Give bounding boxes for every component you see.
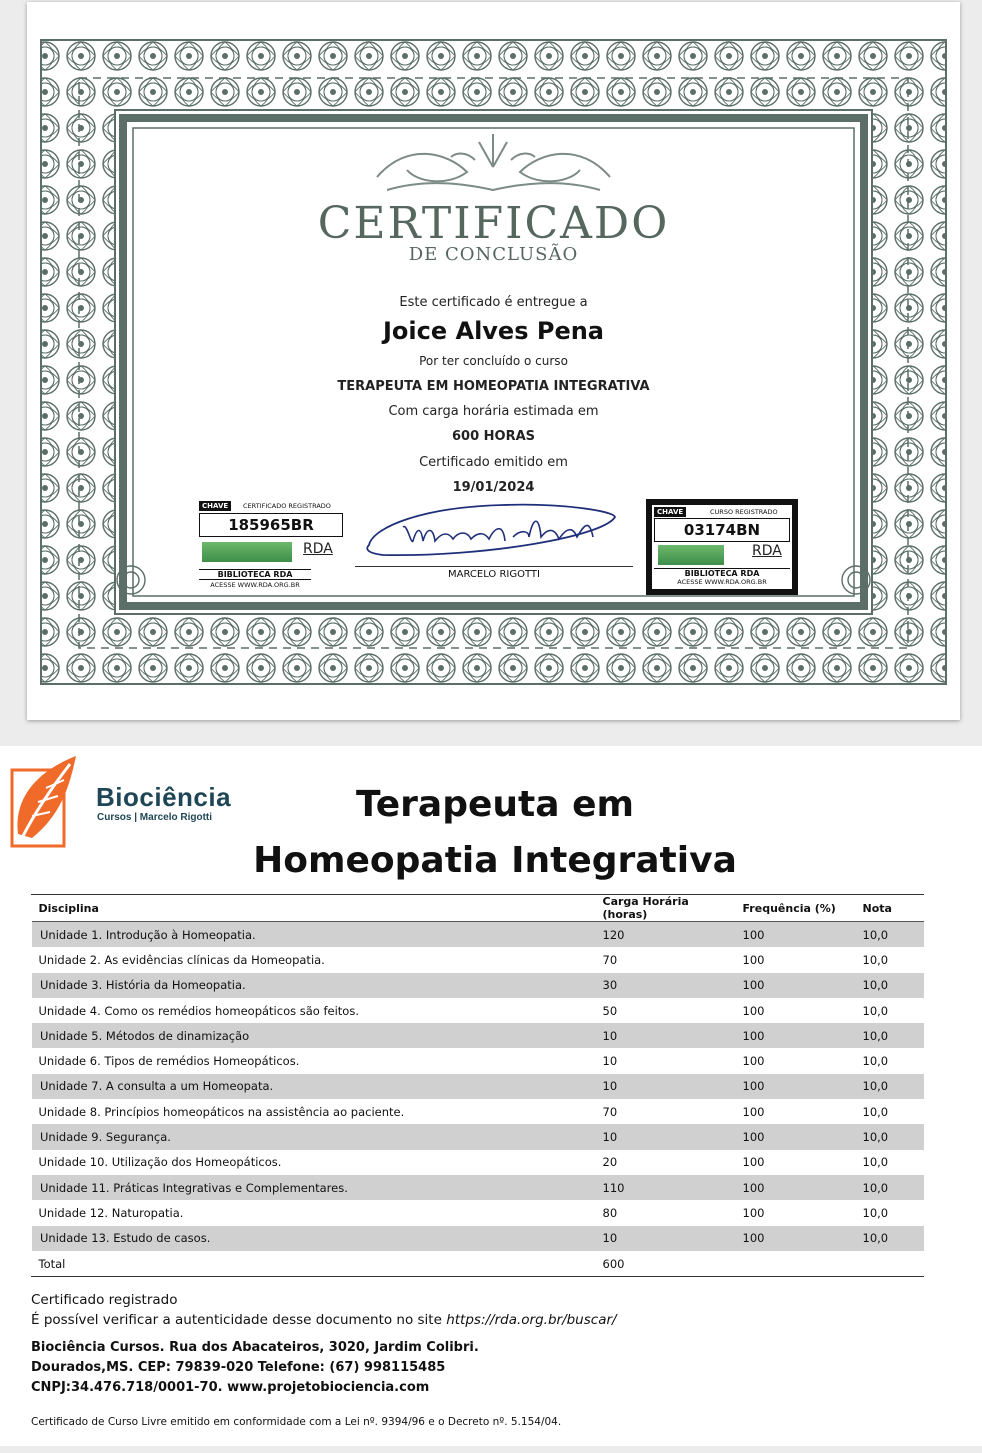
registered-note: Certificado registrado <box>31 1292 178 1308</box>
course-name: TERAPEUTA EM HOMEOPATIA INTEGRATIVA <box>337 379 650 394</box>
load-intro: Com carga horária estimada em <box>388 404 599 419</box>
cell-frequency: 100 <box>735 1175 855 1200</box>
cell-frequency: 100 <box>735 922 855 948</box>
header-load: Carga Horária (horas) <box>595 895 735 922</box>
table-row <box>31 922 925 948</box>
seal-green-stripe <box>658 545 724 565</box>
table-row <box>31 1175 925 1200</box>
header-discipline: Disciplina <box>31 895 595 922</box>
cell-frequency: 100 <box>742 1003 765 1018</box>
cell-grade: 10,0 <box>862 1104 889 1119</box>
header-frequency: Frequência (%) <box>735 895 855 922</box>
header-grade: Nota <box>855 895 925 922</box>
total-row <box>31 1251 925 1277</box>
seal-library-name: BIBLIOTECA RDA <box>654 568 790 578</box>
cell-load: 50 <box>602 1003 618 1018</box>
brand-name: Biociência <box>96 782 232 812</box>
cell-load: 10 <box>595 1023 735 1048</box>
cell-frequency: 100 <box>735 1023 855 1048</box>
cell-frequency: 100 <box>742 1205 765 1220</box>
seal-site: ACESSE WWW.RDA.ORG.BR <box>677 578 767 586</box>
table-row <box>31 1023 925 1048</box>
orange-leaf-icon <box>10 754 80 850</box>
cell-grade: 10,0 <box>855 973 925 998</box>
course-hours: 600 HORAS <box>451 429 536 444</box>
total-label: Total <box>31 1251 595 1277</box>
seal-library-name: BIBLIOTECA RDA <box>199 569 311 580</box>
cell-frequency: 100 <box>735 1074 855 1099</box>
cell-load: 70 <box>602 952 618 967</box>
seal-site: ACESSE WWW.RDA.ORG.BR <box>210 581 300 589</box>
cell-frequency: 100 <box>742 1155 765 1170</box>
table-row <box>31 1226 925 1251</box>
cell-grade: 10,0 <box>862 952 889 967</box>
cell-frequency: 100 <box>742 1054 765 1069</box>
signature-line <box>355 566 633 567</box>
certificate-page <box>27 2 960 720</box>
verify-note <box>31 1312 617 1328</box>
seal-green-stripe <box>202 542 292 562</box>
cell-discipline: Unidade 4. Como os remédios homeopáticos são feitos. <box>38 1003 359 1018</box>
cell-grade: 10,0 <box>862 1205 889 1220</box>
cell-grade: 10,0 <box>862 1054 889 1069</box>
seal-chave-label: CHAVE <box>654 507 686 517</box>
table-row <box>31 1074 925 1099</box>
table-row <box>31 1150 925 1175</box>
address-line-1: Biociência Cursos. Rua dos Abacateiros, 3020, Jardim Colibri. <box>31 1340 479 1355</box>
cell-frequency: 100 <box>742 1104 765 1119</box>
cell-frequency: 100 <box>735 973 855 998</box>
certificate-intro: Este certificado é entregue a <box>399 295 588 310</box>
cell-load: 30 <box>595 973 735 998</box>
signer-name: MARCELO RIGOTTI <box>448 569 540 580</box>
seal-registry-label: CURSO REGISTRADO <box>710 508 778 516</box>
cell-grade: 10,0 <box>855 922 925 948</box>
seal-rda-logo: RDA <box>752 543 782 559</box>
seal-rda-logo: RDA <box>303 541 333 557</box>
cell-grade: 10,0 <box>862 1155 889 1170</box>
cell-load: 10 <box>595 1124 735 1149</box>
cell-discipline: Unidade 12. Naturopatia. <box>38 1205 184 1220</box>
cell-load: 10 <box>595 1074 735 1099</box>
cell-discipline: Unidade 8. Princípios homeopáticos na assistência ao paciente. <box>38 1104 405 1119</box>
table-row <box>31 947 925 972</box>
course-key-code: 03174BN <box>654 518 790 542</box>
cell-frequency: 100 <box>742 952 765 967</box>
transcript-page <box>0 746 982 1446</box>
cell-load: 80 <box>602 1205 618 1220</box>
cell-load: 10 <box>595 1226 735 1251</box>
cell-discipline: Unidade 1. Introdução à Homeopatia. <box>31 922 595 948</box>
seal-chave-label: CHAVE <box>199 501 231 511</box>
issue-date: 19/01/2024 <box>452 480 535 495</box>
cell-discipline: Unidade 7. A consulta a um Homeopata. <box>31 1074 595 1099</box>
seal-registry-label: CERTIFICADO REGISTRADO <box>243 502 331 510</box>
grades-table <box>29 894 924 1277</box>
cell-frequency: 100 <box>735 1226 855 1251</box>
signature-image <box>363 497 623 563</box>
cell-discipline: Unidade 3. História da Homeopatia. <box>31 973 595 998</box>
certificate-title: CERTIFICADO <box>317 198 670 249</box>
table-row <box>31 1124 925 1149</box>
cell-discipline: Unidade 9. Segurança. <box>31 1124 595 1149</box>
verify-link[interactable]: https://rda.org.br/buscar/ <box>446 1312 617 1328</box>
address-line-3: CNPJ:34.476.718/0001-70. www.projetobiociencia.com <box>31 1380 430 1395</box>
issued-intro: Certificado emitido em <box>419 455 568 470</box>
cell-load: 120 <box>595 922 735 948</box>
certificate-subtitle: DE CONCLUSÃO <box>408 244 579 265</box>
table-row <box>31 1099 925 1124</box>
table-row <box>31 998 925 1023</box>
total-load: 600 <box>595 1251 735 1277</box>
cell-discipline: Unidade 2. As evidências clínicas da Homeopatia. <box>38 952 325 967</box>
cell-discipline: Unidade 11. Práticas Integrativas e Complementares. <box>31 1175 595 1200</box>
document-title-line-2: Homeopatia Integrativa <box>253 840 737 881</box>
cell-grade: 10,0 <box>855 1226 925 1251</box>
cell-discipline: Unidade 13. Estudo de casos. <box>31 1226 595 1251</box>
certificate-key-code: 185965BR <box>199 513 343 537</box>
verify-text: É possível verificar a autenticidade desse documento no site <box>31 1312 447 1328</box>
cell-load: 70 <box>602 1104 618 1119</box>
recipient-name: Joice Alves Pena <box>382 317 604 345</box>
course-intro: Por ter concluído o curso <box>419 354 568 368</box>
cell-grade: 10,0 <box>862 1003 889 1018</box>
table-row <box>31 973 925 998</box>
cell-load: 10 <box>602 1054 618 1069</box>
address-line-2: Dourados,MS. CEP: 79839-020 Telefone: (67) 998115485 <box>31 1360 446 1375</box>
course-registry-seal <box>648 501 796 593</box>
document-title-line-1: Terapeuta em <box>355 784 634 825</box>
cell-load: 110 <box>595 1175 735 1200</box>
cell-frequency: 100 <box>735 1124 855 1149</box>
brand-subtitle: Cursos | Marcelo Rigotti <box>97 812 213 823</box>
table-row <box>31 1200 925 1225</box>
cell-grade: 10,0 <box>855 1124 925 1149</box>
cell-grade: 10,0 <box>855 1074 925 1099</box>
law-note: Certificado de Curso Livre emitido em conformidade com a Lei nº. 9394/96 e o Decreto nº. 5.154/04. <box>31 1416 562 1428</box>
cell-discipline: Unidade 10. Utilização dos Homeopáticos. <box>38 1155 282 1170</box>
cell-grade: 10,0 <box>855 1175 925 1200</box>
cell-discipline: Unidade 6. Tipos de remédios Homeopáticos. <box>38 1054 300 1069</box>
certificate-registry-seal <box>199 501 343 593</box>
cell-grade: 10,0 <box>855 1023 925 1048</box>
table-header-row <box>31 895 925 922</box>
cell-discipline: Unidade 5. Métodos de dinamização <box>31 1023 595 1048</box>
cell-load: 20 <box>602 1155 618 1170</box>
table-row <box>31 1048 925 1073</box>
